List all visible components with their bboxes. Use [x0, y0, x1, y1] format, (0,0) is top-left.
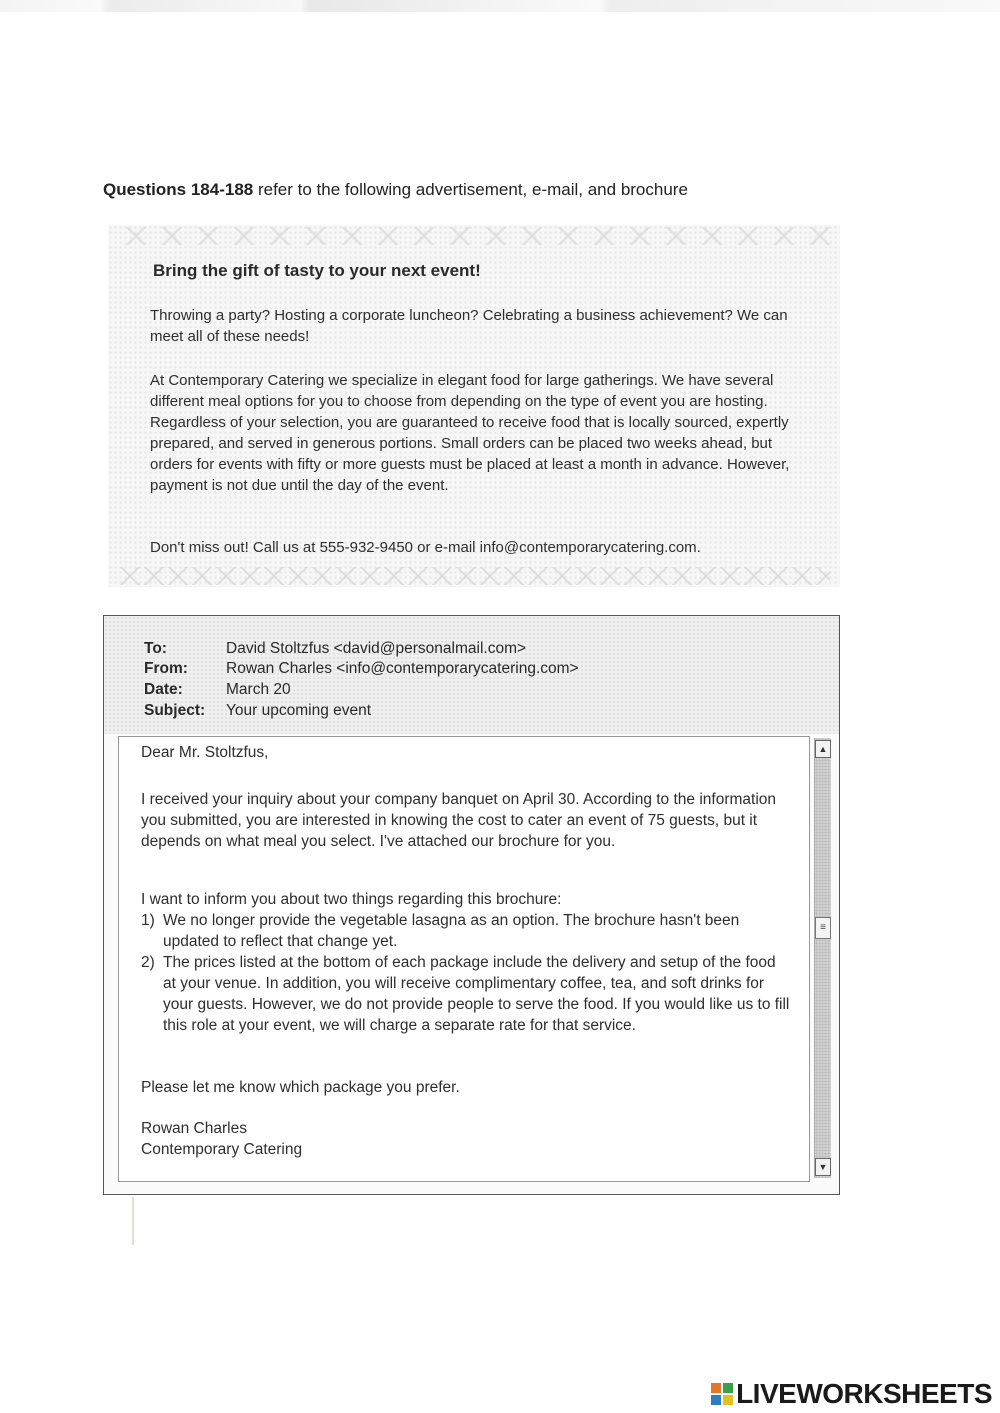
- liveworksheets-logo: [711, 1378, 992, 1410]
- email-subject-label: Subject:: [144, 702, 206, 719]
- email-list-intro: I want to inform you about two things regarding this brochure:: [141, 891, 562, 908]
- ad-contact-line: Don't miss out! Call us at 555-932-9450 or e-mail info@contemporarycatering.com.: [150, 539, 701, 556]
- ad-paragraph-1: Throwing a party? Hosting a corporate luncheon? Celebrating a business achievement? We can meet all of these needs!: [150, 307, 788, 345]
- email-from-row: [144, 660, 579, 678]
- list-item-number: 1): [141, 912, 155, 929]
- brand-text: LIVEWORKSHEETS: [736, 1378, 992, 1409]
- email-body[interactable]: [118, 736, 810, 1182]
- email-paragraph-1: I received your inquiry about your company banquet on April 30. According to the information you submitted, you are interested in knowing the cost to cater an event of 75 guests, but it depends on what meal you select. I've attached our brochure for you.: [141, 791, 777, 850]
- ad-paragraph-2: At Contemporary Catering we specialize in elegant food for large gatherings. We have several different meal options for you to choose from depending on the type of event you are hosting. Regardless of your selection, you are guaranteed to receive food that is locally sourced, expertly prepared, and served in generous portions. Small orders can be placed two weeks ahead, but orders for events with fifty or more guests must be placed at least a month in advance. However, payment is not due until the day of the event.: [150, 372, 790, 494]
- email-greeting: Dear Mr. Stoltzfus,: [141, 744, 269, 761]
- email-subject-row: [144, 702, 371, 720]
- email-date-row: [144, 681, 291, 699]
- email-date-value: March 20: [226, 681, 291, 698]
- questions-range: Questions 184-188: [103, 180, 254, 199]
- scan-artifact: [132, 1197, 134, 1245]
- email-from-label: From:: [144, 660, 188, 677]
- scan-edge: [0, 0, 1000, 12]
- list-item-number: 2): [141, 954, 155, 971]
- questions-description: refer to the following advertisement, e-mail, and brochure: [253, 180, 688, 199]
- list-item-text: The prices listed at the bottom of each package include the delivery and setup of the food at your venue. In addition, you will receive complimentary coffee, tea, and soft drinks for your guests. However, we do not provide people to serve the food. If you would like us to fill this role at your event, we will charge a separate rate for that service.: [163, 954, 790, 1034]
- questions-header: [103, 180, 688, 200]
- advertisement: [108, 225, 840, 587]
- scroll-down-icon[interactable]: ▼: [815, 1158, 831, 1176]
- email-date-label: Date:: [144, 681, 183, 698]
- email-list-item-2: [141, 952, 791, 1036]
- ad-title: Bring the gift of tasty to your next event!: [153, 261, 481, 280]
- email-list: [141, 910, 791, 1036]
- email-header: [104, 616, 839, 734]
- email-closing: Please let me know which package you prefer.: [141, 1079, 460, 1096]
- email-from-value: Rowan Charles <info@contemporarycatering.com>: [226, 660, 579, 677]
- email-to-label: To:: [144, 640, 167, 657]
- email-to-row: [144, 640, 526, 658]
- email-signature-name: Rowan Charles: [141, 1120, 247, 1137]
- scroll-thumb[interactable]: ≡: [815, 917, 831, 939]
- email-scrollbar[interactable]: [814, 738, 831, 1178]
- email-signature-company: Contemporary Catering: [141, 1141, 303, 1158]
- email-subject-value: Your upcoming event: [226, 702, 372, 719]
- liveworksheets-logo-icon: [711, 1383, 733, 1405]
- ad-decorative-border-top: [118, 227, 830, 245]
- ad-decorative-border-bottom: [118, 567, 830, 585]
- email-list-item-1: [141, 910, 791, 952]
- list-item-text: We no longer provide the vegetable lasagna as an option. The brochure hasn't been updated to reflect that change yet.: [163, 912, 740, 950]
- scroll-up-icon[interactable]: ▲: [815, 740, 831, 758]
- email-window: [103, 615, 840, 1195]
- email-to-value: David Stoltzfus <david@personalmail.com>: [226, 640, 527, 657]
